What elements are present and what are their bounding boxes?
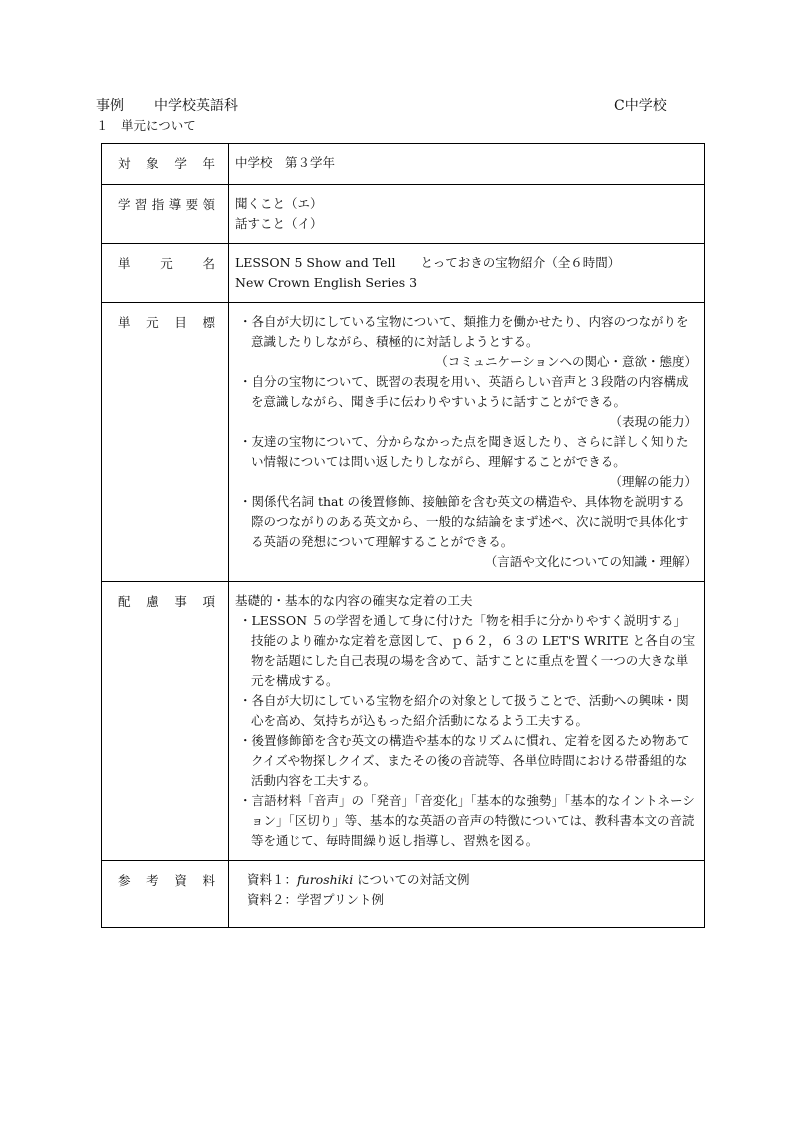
- row-considerations: [102, 582, 705, 861]
- goal-item: ・各自が大切にしている宝物について、類推力を働かせたり、内容のつながりを意識したりしながら、積極的に対話しようとする。: [239, 314, 689, 349]
- consideration-item: ・LESSON ５の学習を通して身に付けた「物を相手に分かりやすく説明する」技能のより確かな定着を意図して、ｐ６２，６３の LET'S WRITE と各自の宝物を話題にした自己表現の場を含めて、話すことに重点を置く一つの大きな単元を構成する。: [239, 613, 696, 688]
- label-goals: 単元目標: [118, 315, 215, 330]
- label-cell: [102, 185, 229, 244]
- section-title: １ 単元について: [96, 118, 196, 133]
- unit-name-line: LESSON 5 Show and Tell とっておきの宝物紹介（全６時間）: [235, 255, 621, 270]
- consideration-item: ・各自が大切にしている宝物を紹介の対象として扱うことで、活動への興味・関心を高め、気持ちが込もった紹介活動になるよう工夫する。: [239, 693, 689, 728]
- target-value: 中学校 第３学年: [235, 155, 336, 170]
- goal-tag: （言語や文化についての知識・理解）: [484, 554, 697, 569]
- value-cell: [229, 244, 705, 303]
- row-unit-name: [102, 244, 705, 303]
- value-cell: [229, 185, 705, 244]
- value-cell: [229, 303, 705, 582]
- consideration-item: ・後置修飾節を含む英文の構造や基本的なリズムに慣れ、定着を図るため物あてクイズや物探しクイズ、またその後の音読等、各単位時間における帯番組的な活動内容を工夫する。: [239, 733, 690, 788]
- document-heading: [96, 95, 238, 115]
- row-target: [102, 144, 705, 185]
- case-label: 事例: [96, 98, 124, 114]
- value-cell: [229, 144, 705, 185]
- label-considerations: 配慮事項: [118, 594, 215, 609]
- label-unit-name: 単元名: [118, 256, 215, 271]
- reference-1-italic: furoshiki: [297, 872, 354, 887]
- reference-1-suffix: についての対話文例: [353, 872, 470, 887]
- row-guideline: [102, 185, 705, 244]
- value-cell: [229, 861, 705, 928]
- reference-2: 資料２：学習プリント例: [247, 892, 385, 907]
- goal-item: ・友達の宝物について、分からなかった点を聞き返したり、さらに詳しく知りたい情報については問い返したりしながら、理解することができる。: [239, 434, 689, 469]
- reference-1: [235, 870, 697, 890]
- row-references: [102, 861, 705, 928]
- consideration-item: ・言語材料「音声」の「発音」「音変化」「基本的な強勢」「基本的なイントネーション」「区切り」等、基本的な英語の音声の特徴については、教科書本文の音読等を通じて、毎時間繰り返し指導し、習熟を図る。: [239, 793, 695, 848]
- goal-tag: （コミュニケーションへの関心・意欲・態度）: [435, 354, 697, 369]
- goal-tag: （理解の能力）: [609, 474, 697, 489]
- unit-table: [101, 143, 705, 928]
- guideline-line: 話すこと（イ）: [235, 216, 323, 231]
- label-cell: [102, 144, 229, 185]
- label-cell: [102, 582, 229, 861]
- label-guideline: 学習指導要領: [118, 197, 215, 212]
- subject-label: 中学校英語科: [154, 98, 238, 114]
- reference-1-prefix: 資料１：: [247, 872, 298, 887]
- considerations-heading: 基礎的・基本的な内容の確実な定着の工夫: [235, 593, 473, 608]
- unit-name-line: New Crown English Series 3: [235, 275, 418, 290]
- label-cell: [102, 861, 229, 928]
- goal-tag: （表現の能力）: [609, 414, 697, 429]
- goal-item: ・自分の宝物について、既習の表現を用い、英語らしい音声と３段階の内容構成を意識しながら、聞き手に伝わりやすいように話すことができる。: [239, 374, 689, 409]
- row-goals: [102, 303, 705, 582]
- value-cell: [229, 582, 705, 861]
- school-name: C中学校: [614, 98, 667, 114]
- label-cell: [102, 303, 229, 582]
- guideline-line: 聞くこと（エ）: [235, 196, 323, 211]
- label-target: 対象学年: [118, 156, 215, 171]
- label-cell: [102, 244, 229, 303]
- label-references: 参考資料: [118, 873, 215, 888]
- goal-item: ・関係代名詞 that の後置修飾、接触節を含む英文の構造や、具体物を説明する際のつながりのある英文から、一般的な結論をまず述べ、次に説明で具体化する英語の発想について理解することができる。: [239, 494, 689, 549]
